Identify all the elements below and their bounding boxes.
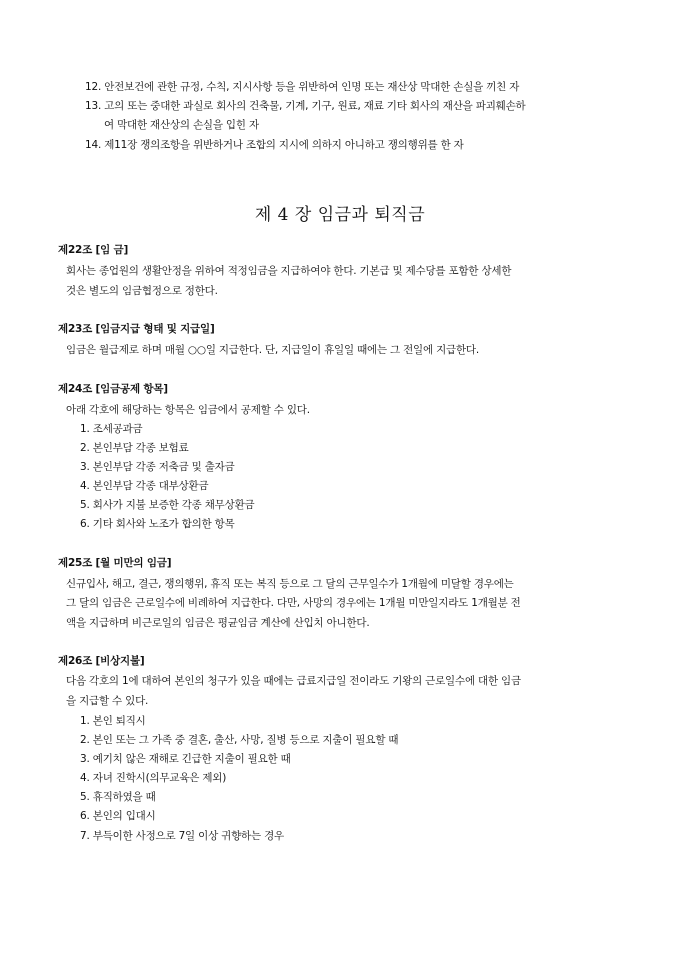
article-25-text: 신규입사, 해고, 결근, 쟁의행위, 휴직 또는 복직 등으로 그 달의 근무일수가 1개월에 미달할 경우에는 xyxy=(66,578,514,590)
article-23-text: 임금은 월급제로 하며 매월 ○○일 지급한다. 단, 지급일이 휴일일 때에는 그 전일에 지급한다. xyxy=(66,344,479,356)
list-item: 2. 본인 또는 그 가족 중 결혼, 출산, 사망, 질병 등으로 지출이 필요할 때 xyxy=(80,734,399,746)
list-item: 3. 예기치 않은 재해로 긴급한 지출이 필요한 때 xyxy=(80,753,291,765)
list-item: 4. 자녀 진학시(의무교육은 제외) xyxy=(80,772,227,784)
list-item: 5. 회사가 지불 보증한 각종 채무상환금 xyxy=(80,499,255,511)
article-22-text: 것은 별도의 임금협정으로 정한다. xyxy=(66,285,218,297)
article-22-text: 회사는 종업원의 생활안정을 위하여 적정임금을 지급하여야 한다. 기본급 및 제수당를 포함한 상세한 xyxy=(66,265,512,277)
list-item: 13. 고의 또는 중대한 과실로 회사의 건축물, 기계, 기구, 원료, 재료 기타 회사의 재산을 파괴훼손하 xyxy=(85,100,526,112)
list-item: 14. 제11장 쟁의조항을 위반하거나 조합의 지시에 의하지 아니하고 쟁의행위를 한 자 xyxy=(85,139,464,151)
article-24-intro: 아래 각호에 해당하는 항목은 임금에서 공제할 수 있다. xyxy=(66,404,310,416)
list-item: 7. 부득이한 사정으로 7일 이상 귀향하는 경우 xyxy=(80,830,284,842)
article-22-heading: 제22조 [임 금] xyxy=(58,244,129,256)
chapter-title: 제 4 장 임금과 퇴직금 xyxy=(254,205,426,225)
list-item: 6. 기타 회사와 노조가 합의한 항목 xyxy=(80,518,235,530)
list-item-continuation: 여 막대한 재산상의 손실을 입힌 자 xyxy=(104,119,259,131)
article-25-text: 액을 지급하며 비근로일의 임금은 평균임금 계산에 산입치 아니한다. xyxy=(66,617,370,629)
list-item: 12. 안전보건에 관한 규정, 수칙, 지시사항 등을 위반하여 인명 또는 재산상 막대한 손실을 끼친 자 xyxy=(85,81,520,93)
article-24-heading: 제24조 [임금공제 항목] xyxy=(58,383,168,395)
article-23-heading: 제23조 [임금지급 형태 및 지급일] xyxy=(58,323,215,335)
list-item: 1. 조세공과금 xyxy=(80,423,143,435)
list-item: 1. 본인 퇴직시 xyxy=(80,715,146,727)
article-25-text: 그 달의 임금은 근로일수에 비례하여 지급한다. 다만, 사망의 경우에는 1개월 미만일지라도 1개월분 전 xyxy=(66,597,521,609)
article-26-intro: 다음 각호의 1에 대하여 본인의 청구가 있을 때에는 급료지급일 전이라도 기왕의 근로일수에 대한 임금 xyxy=(66,675,521,687)
list-item: 4. 본인부담 각종 대부상환금 xyxy=(80,480,209,492)
list-item: 6. 본인의 입대시 xyxy=(80,810,156,822)
list-item: 2. 본인부담 각종 보험료 xyxy=(80,442,189,454)
article-26-heading: 제26조 [비상지불] xyxy=(58,655,145,667)
article-25-heading: 제25조 [월 미만의 임금] xyxy=(58,557,172,569)
list-item: 3. 본인부담 각종 저축금 및 출자금 xyxy=(80,461,235,473)
list-item: 5. 휴직하였을 때 xyxy=(80,791,156,803)
article-26-intro: 을 지급할 수 있다. xyxy=(66,695,149,707)
